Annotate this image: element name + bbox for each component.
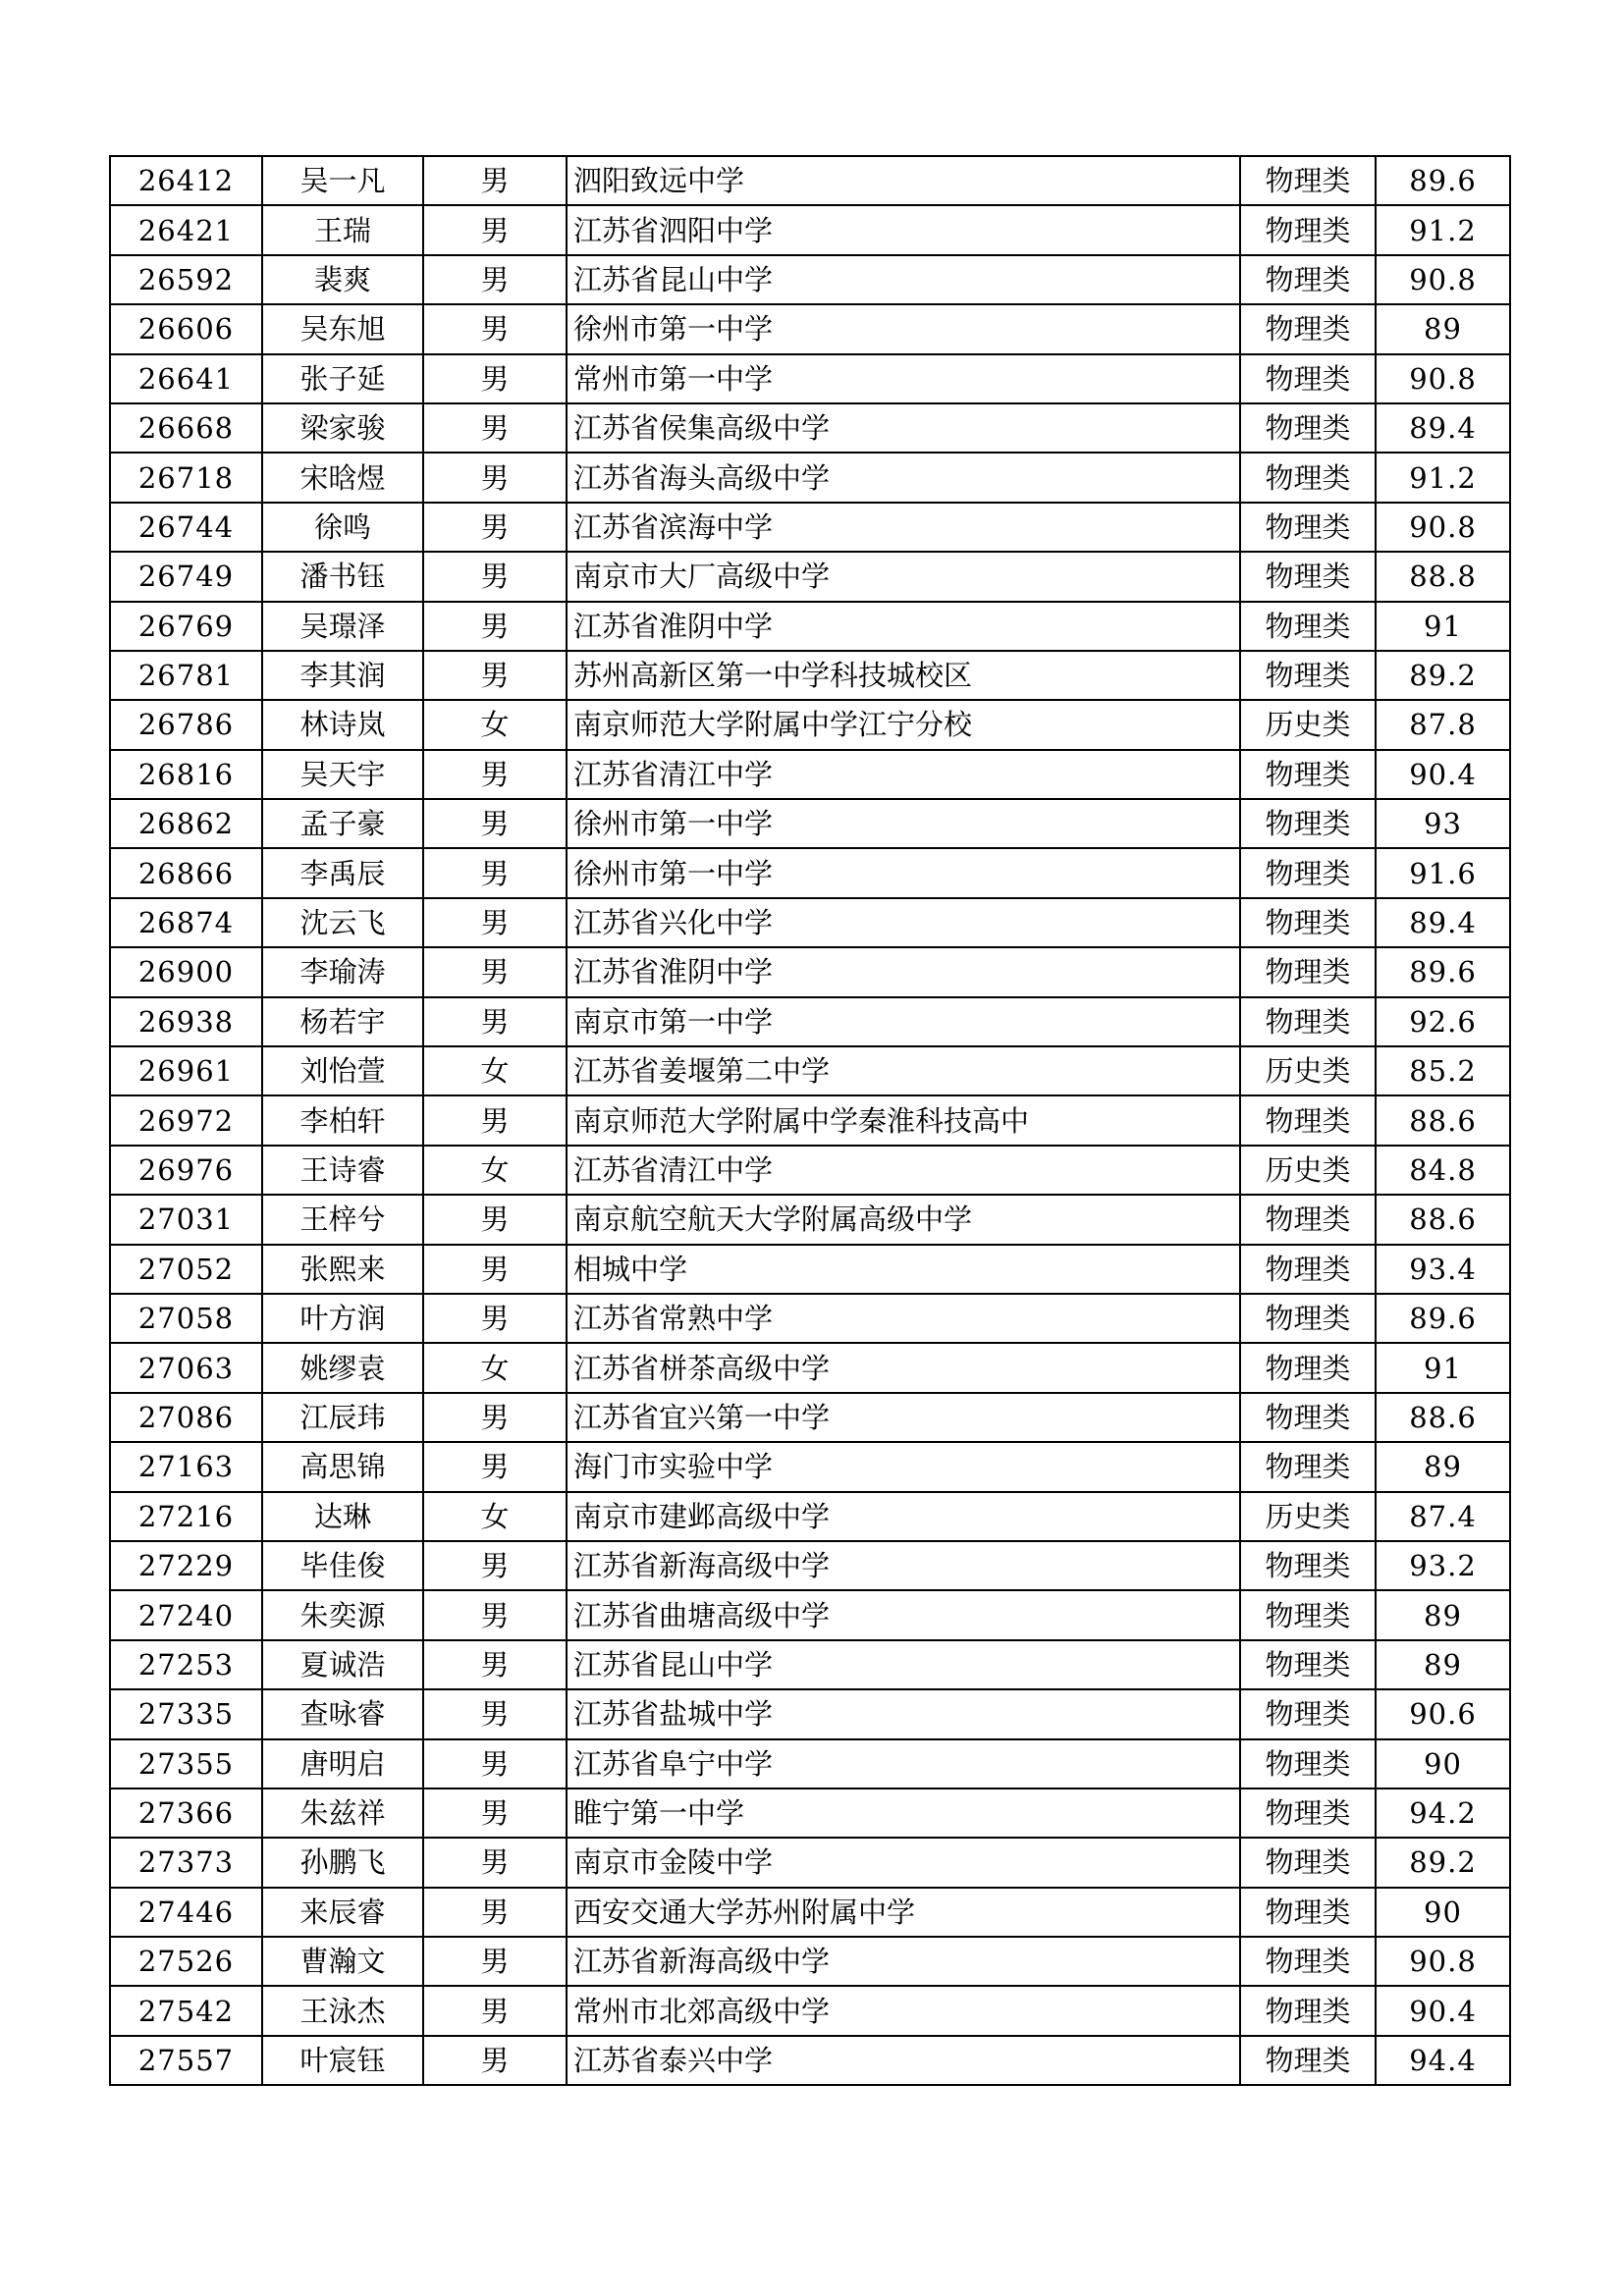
- cell-id: 26874: [110, 898, 262, 947]
- cell-score: 89: [1376, 1442, 1510, 1491]
- cell-gender: 男: [423, 1739, 567, 1789]
- cell-subject-track: 物理类: [1240, 1541, 1376, 1590]
- cell-id: 26592: [110, 255, 262, 304]
- cell-name: 江辰玮: [262, 1393, 423, 1442]
- table-row: [110, 1986, 1510, 2035]
- cell-subject-track: 物理类: [1240, 651, 1376, 700]
- cell-gender: 女: [423, 700, 567, 749]
- cell-school: 江苏省常熟中学: [567, 1294, 1240, 1343]
- cell-score: 89.4: [1376, 898, 1510, 947]
- cell-name: 梁家骏: [262, 403, 423, 453]
- cell-gender: 男: [423, 552, 567, 601]
- cell-gender: 男: [423, 255, 567, 304]
- cell-gender: 男: [423, 898, 567, 947]
- cell-subject-track: 物理类: [1240, 1739, 1376, 1789]
- cell-subject-track: 物理类: [1240, 1590, 1376, 1639]
- cell-name: 吴天宇: [262, 750, 423, 799]
- cell-gender: 女: [423, 1343, 567, 1392]
- table-row: [110, 1492, 1510, 1541]
- table-row: [110, 1789, 1510, 1838]
- cell-id: 27163: [110, 1442, 262, 1491]
- cell-subject-track: 物理类: [1240, 848, 1376, 897]
- cell-school: 江苏省昆山中学: [567, 255, 1240, 304]
- cell-gender: 男: [423, 1838, 567, 1887]
- cell-name: 杨若宇: [262, 997, 423, 1046]
- cell-name: 朱兹祥: [262, 1789, 423, 1838]
- cell-id: 27031: [110, 1195, 262, 1244]
- cell-gender: 男: [423, 848, 567, 897]
- cell-school: 海门市实验中学: [567, 1442, 1240, 1491]
- cell-name: 查咏睿: [262, 1689, 423, 1738]
- cell-subject-track: 物理类: [1240, 997, 1376, 1046]
- cell-score: 89: [1376, 1590, 1510, 1639]
- cell-school: 泗阳致远中学: [567, 156, 1240, 205]
- cell-gender: 男: [423, 799, 567, 848]
- cell-school: 江苏省滨海中学: [567, 503, 1240, 552]
- cell-school: 南京市大厂高级中学: [567, 552, 1240, 601]
- table-row: [110, 552, 1510, 601]
- table-row: [110, 1245, 1510, 1294]
- cell-subject-track: 物理类: [1240, 1195, 1376, 1244]
- cell-gender: 男: [423, 947, 567, 996]
- cell-name: 叶方润: [262, 1294, 423, 1343]
- table-row: [110, 1343, 1510, 1392]
- cell-id: 26744: [110, 503, 262, 552]
- table-row: [110, 503, 1510, 552]
- cell-gender: 男: [423, 1393, 567, 1442]
- table-row: [110, 2036, 1510, 2085]
- cell-score: 91: [1376, 602, 1510, 651]
- cell-score: 87.4: [1376, 1492, 1510, 1541]
- cell-gender: 男: [423, 205, 567, 254]
- cell-name: 张子延: [262, 354, 423, 403]
- cell-name: 李禹辰: [262, 848, 423, 897]
- cell-score: 93.4: [1376, 1245, 1510, 1294]
- cell-gender: 男: [423, 602, 567, 651]
- cell-subject-track: 物理类: [1240, 1393, 1376, 1442]
- cell-id: 26606: [110, 304, 262, 353]
- cell-subject-track: 物理类: [1240, 898, 1376, 947]
- cell-id: 27366: [110, 1789, 262, 1838]
- cell-name: 李柏轩: [262, 1095, 423, 1145]
- cell-id: 27335: [110, 1689, 262, 1738]
- cell-id: 26862: [110, 799, 262, 848]
- cell-gender: 男: [423, 156, 567, 205]
- cell-name: 唐明启: [262, 1739, 423, 1789]
- cell-id: 26412: [110, 156, 262, 205]
- table-row: [110, 304, 1510, 353]
- cell-id: 26976: [110, 1146, 262, 1195]
- cell-subject-track: 物理类: [1240, 1986, 1376, 2035]
- table-row: [110, 1937, 1510, 1986]
- cell-score: 89.4: [1376, 403, 1510, 453]
- cell-gender: 男: [423, 1245, 567, 1294]
- cell-score: 91.2: [1376, 205, 1510, 254]
- cell-gender: 男: [423, 354, 567, 403]
- cell-name: 裴爽: [262, 255, 423, 304]
- cell-school: 江苏省新海高级中学: [567, 1541, 1240, 1590]
- cell-school: 江苏省姜堰第二中学: [567, 1046, 1240, 1095]
- cell-school: 苏州高新区第一中学科技城校区: [567, 651, 1240, 700]
- cell-score: 89: [1376, 1640, 1510, 1689]
- cell-school: 西安交通大学苏州附属中学: [567, 1888, 1240, 1937]
- cell-id: 27355: [110, 1739, 262, 1789]
- cell-name: 王泳杰: [262, 1986, 423, 2035]
- cell-score: 94.2: [1376, 1789, 1510, 1838]
- cell-name: 吴一凡: [262, 156, 423, 205]
- cell-name: 孙鹏飞: [262, 1838, 423, 1887]
- cell-name: 沈云飞: [262, 898, 423, 947]
- cell-id: 27557: [110, 2036, 262, 2085]
- cell-gender: 男: [423, 1541, 567, 1590]
- cell-id: 26749: [110, 552, 262, 601]
- cell-score: 91.2: [1376, 453, 1510, 502]
- table-row: [110, 156, 1510, 205]
- cell-id: 26938: [110, 997, 262, 1046]
- cell-name: 叶宸钰: [262, 2036, 423, 2085]
- cell-name: 孟子豪: [262, 799, 423, 848]
- cell-score: 90.8: [1376, 354, 1510, 403]
- cell-name: 毕佳俊: [262, 1541, 423, 1590]
- cell-subject-track: 物理类: [1240, 1442, 1376, 1491]
- cell-score: 87.8: [1376, 700, 1510, 749]
- cell-score: 90.8: [1376, 255, 1510, 304]
- cell-score: 90: [1376, 1739, 1510, 1789]
- cell-score: 90.8: [1376, 503, 1510, 552]
- cell-name: 朱奕源: [262, 1590, 423, 1639]
- cell-subject-track: 物理类: [1240, 1245, 1376, 1294]
- cell-subject-track: 物理类: [1240, 1343, 1376, 1392]
- cell-subject-track: 历史类: [1240, 700, 1376, 749]
- cell-gender: 女: [423, 1492, 567, 1541]
- cell-school: 江苏省侯集高级中学: [567, 403, 1240, 453]
- table-row: [110, 354, 1510, 403]
- cell-subject-track: 物理类: [1240, 1789, 1376, 1838]
- cell-id: 27373: [110, 1838, 262, 1887]
- cell-id: 26668: [110, 403, 262, 453]
- cell-name: 夏诚浩: [262, 1640, 423, 1689]
- cell-score: 89.6: [1376, 156, 1510, 205]
- cell-name: 徐鸣: [262, 503, 423, 552]
- cell-id: 27542: [110, 1986, 262, 2035]
- cell-score: 84.8: [1376, 1146, 1510, 1195]
- table-row: [110, 1442, 1510, 1491]
- cell-gender: 男: [423, 503, 567, 552]
- cell-id: 26816: [110, 750, 262, 799]
- cell-score: 90.4: [1376, 750, 1510, 799]
- table-row: [110, 602, 1510, 651]
- cell-name: 姚缪袁: [262, 1343, 423, 1392]
- cell-school: 江苏省曲塘高级中学: [567, 1590, 1240, 1639]
- cell-id: 27253: [110, 1640, 262, 1689]
- cell-school: 南京市建邺高级中学: [567, 1492, 1240, 1541]
- score-table-body: [110, 156, 1510, 2085]
- cell-school: 睢宁第一中学: [567, 1789, 1240, 1838]
- score-table: [109, 155, 1511, 2086]
- cell-subject-track: 物理类: [1240, 1095, 1376, 1145]
- cell-subject-track: 物理类: [1240, 1888, 1376, 1937]
- table-row: [110, 750, 1510, 799]
- cell-school: 江苏省泗阳中学: [567, 205, 1240, 254]
- cell-name: 王瑞: [262, 205, 423, 254]
- cell-id: 27526: [110, 1937, 262, 1986]
- cell-school: 南京师范大学附属中学秦淮科技高中: [567, 1095, 1240, 1145]
- cell-gender: 男: [423, 1888, 567, 1937]
- table-row: [110, 1146, 1510, 1195]
- cell-subject-track: 物理类: [1240, 205, 1376, 254]
- cell-subject-track: 物理类: [1240, 503, 1376, 552]
- cell-gender: 男: [423, 1442, 567, 1491]
- cell-id: 26781: [110, 651, 262, 700]
- cell-name: 王诗睿: [262, 1146, 423, 1195]
- cell-subject-track: 物理类: [1240, 354, 1376, 403]
- table-row: [110, 997, 1510, 1046]
- table-row: [110, 1838, 1510, 1887]
- cell-subject-track: 物理类: [1240, 750, 1376, 799]
- table-row: [110, 1590, 1510, 1639]
- cell-gender: 男: [423, 1195, 567, 1244]
- table-row: [110, 205, 1510, 254]
- table-row: [110, 1541, 1510, 1590]
- cell-name: 达琳: [262, 1492, 423, 1541]
- cell-subject-track: 物理类: [1240, 947, 1376, 996]
- cell-score: 88.6: [1376, 1393, 1510, 1442]
- cell-score: 93: [1376, 799, 1510, 848]
- cell-subject-track: 物理类: [1240, 552, 1376, 601]
- cell-id: 26900: [110, 947, 262, 996]
- cell-school: 江苏省栟茶高级中学: [567, 1343, 1240, 1392]
- table-row: [110, 947, 1510, 996]
- cell-score: 92.6: [1376, 997, 1510, 1046]
- cell-gender: 女: [423, 1146, 567, 1195]
- table-row: [110, 1294, 1510, 1343]
- cell-score: 89.6: [1376, 947, 1510, 996]
- table-row: [110, 1393, 1510, 1442]
- table-row: [110, 700, 1510, 749]
- cell-score: 85.2: [1376, 1046, 1510, 1095]
- cell-school: 江苏省海头高级中学: [567, 453, 1240, 502]
- cell-subject-track: 物理类: [1240, 1937, 1376, 1986]
- cell-school: 徐州市第一中学: [567, 848, 1240, 897]
- cell-id: 27240: [110, 1590, 262, 1639]
- cell-school: 相城中学: [567, 1245, 1240, 1294]
- cell-score: 91.6: [1376, 848, 1510, 897]
- cell-subject-track: 物理类: [1240, 602, 1376, 651]
- cell-id: 27446: [110, 1888, 262, 1937]
- table-row: [110, 1888, 1510, 1937]
- table-row: [110, 1046, 1510, 1095]
- cell-school: 江苏省淮阴中学: [567, 947, 1240, 996]
- table-row: [110, 1739, 1510, 1789]
- table-row: [110, 1195, 1510, 1244]
- cell-gender: 男: [423, 997, 567, 1046]
- cell-id: 27058: [110, 1294, 262, 1343]
- cell-score: 94.4: [1376, 2036, 1510, 2085]
- cell-id: 26769: [110, 602, 262, 651]
- cell-subject-track: 物理类: [1240, 156, 1376, 205]
- cell-gender: 男: [423, 750, 567, 799]
- cell-gender: 男: [423, 1986, 567, 2035]
- cell-id: 26866: [110, 848, 262, 897]
- cell-score: 88.6: [1376, 1095, 1510, 1145]
- cell-gender: 男: [423, 651, 567, 700]
- cell-school: 南京市金陵中学: [567, 1838, 1240, 1887]
- cell-score: 90.4: [1376, 1986, 1510, 2035]
- cell-subject-track: 历史类: [1240, 1046, 1376, 1095]
- cell-id: 27216: [110, 1492, 262, 1541]
- cell-gender: 男: [423, 1590, 567, 1639]
- table-row: [110, 799, 1510, 848]
- cell-name: 高思锦: [262, 1442, 423, 1491]
- table-row: [110, 898, 1510, 947]
- cell-gender: 男: [423, 403, 567, 453]
- cell-school: 徐州市第一中学: [567, 304, 1240, 353]
- cell-score: 88.8: [1376, 552, 1510, 601]
- cell-gender: 男: [423, 304, 567, 353]
- cell-subject-track: 物理类: [1240, 403, 1376, 453]
- cell-gender: 男: [423, 1689, 567, 1738]
- cell-id: 27229: [110, 1541, 262, 1590]
- cell-gender: 女: [423, 1046, 567, 1095]
- cell-subject-track: 物理类: [1240, 1640, 1376, 1689]
- cell-name: 张熙来: [262, 1245, 423, 1294]
- cell-subject-track: 物理类: [1240, 799, 1376, 848]
- cell-score: 90.8: [1376, 1937, 1510, 1986]
- table-row: [110, 255, 1510, 304]
- cell-id: 26421: [110, 205, 262, 254]
- cell-name: 潘书钰: [262, 552, 423, 601]
- cell-school: 江苏省阜宁中学: [567, 1739, 1240, 1789]
- cell-gender: 男: [423, 1095, 567, 1145]
- cell-subject-track: 物理类: [1240, 1838, 1376, 1887]
- cell-score: 91: [1376, 1343, 1510, 1392]
- cell-subject-track: 物理类: [1240, 1689, 1376, 1738]
- cell-score: 88.6: [1376, 1195, 1510, 1244]
- cell-school: 南京市第一中学: [567, 997, 1240, 1046]
- cell-school: 徐州市第一中学: [567, 799, 1240, 848]
- cell-subject-track: 物理类: [1240, 2036, 1376, 2085]
- cell-school: 江苏省兴化中学: [567, 898, 1240, 947]
- cell-subject-track: 物理类: [1240, 255, 1376, 304]
- cell-name: 曹瀚文: [262, 1937, 423, 1986]
- cell-score: 90: [1376, 1888, 1510, 1937]
- table-row: [110, 651, 1510, 700]
- cell-gender: 男: [423, 1937, 567, 1986]
- cell-school: 南京师范大学附属中学江宁分校: [567, 700, 1240, 749]
- table-row: [110, 403, 1510, 453]
- cell-school: 江苏省宜兴第一中学: [567, 1393, 1240, 1442]
- cell-id: 27063: [110, 1343, 262, 1392]
- cell-school: 江苏省新海高级中学: [567, 1937, 1240, 1986]
- cell-gender: 男: [423, 1640, 567, 1689]
- table-row: [110, 1689, 1510, 1738]
- cell-name: 吴东旭: [262, 304, 423, 353]
- table-row: [110, 1640, 1510, 1689]
- cell-subject-track: 物理类: [1240, 304, 1376, 353]
- cell-subject-track: 物理类: [1240, 1294, 1376, 1343]
- cell-gender: 男: [423, 453, 567, 502]
- cell-school: 常州市北郊高级中学: [567, 1986, 1240, 2035]
- cell-school: 江苏省昆山中学: [567, 1640, 1240, 1689]
- cell-name: 李瑜涛: [262, 947, 423, 996]
- cell-school: 江苏省淮阴中学: [567, 602, 1240, 651]
- cell-name: 林诗岚: [262, 700, 423, 749]
- cell-id: 27052: [110, 1245, 262, 1294]
- cell-score: 90.6: [1376, 1689, 1510, 1738]
- cell-score: 93.2: [1376, 1541, 1510, 1590]
- cell-name: 来辰睿: [262, 1888, 423, 1937]
- table-row: [110, 1095, 1510, 1145]
- cell-school: 江苏省清江中学: [567, 750, 1240, 799]
- cell-score: 89.6: [1376, 1294, 1510, 1343]
- cell-score: 89.2: [1376, 651, 1510, 700]
- cell-score: 89: [1376, 304, 1510, 353]
- table-row: [110, 453, 1510, 502]
- cell-subject-track: 历史类: [1240, 1492, 1376, 1541]
- cell-name: 宋晗煜: [262, 453, 423, 502]
- cell-school: 江苏省盐城中学: [567, 1689, 1240, 1738]
- cell-name: 李其润: [262, 651, 423, 700]
- cell-gender: 男: [423, 1294, 567, 1343]
- cell-id: 26641: [110, 354, 262, 403]
- cell-name: 刘怡萱: [262, 1046, 423, 1095]
- cell-school: 江苏省清江中学: [567, 1146, 1240, 1195]
- cell-id: 27086: [110, 1393, 262, 1442]
- cell-score: 89.2: [1376, 1838, 1510, 1887]
- cell-school: 常州市第一中学: [567, 354, 1240, 403]
- cell-school: 江苏省泰兴中学: [567, 2036, 1240, 2085]
- cell-id: 26718: [110, 453, 262, 502]
- cell-gender: 男: [423, 2036, 567, 2085]
- cell-name: 王梓兮: [262, 1195, 423, 1244]
- cell-id: 26972: [110, 1095, 262, 1145]
- cell-subject-track: 历史类: [1240, 1146, 1376, 1195]
- table-row: [110, 848, 1510, 897]
- cell-subject-track: 物理类: [1240, 453, 1376, 502]
- cell-id: 26961: [110, 1046, 262, 1095]
- cell-school: 南京航空航天大学附属高级中学: [567, 1195, 1240, 1244]
- cell-id: 26786: [110, 700, 262, 749]
- cell-name: 吴璟泽: [262, 602, 423, 651]
- cell-gender: 男: [423, 1789, 567, 1838]
